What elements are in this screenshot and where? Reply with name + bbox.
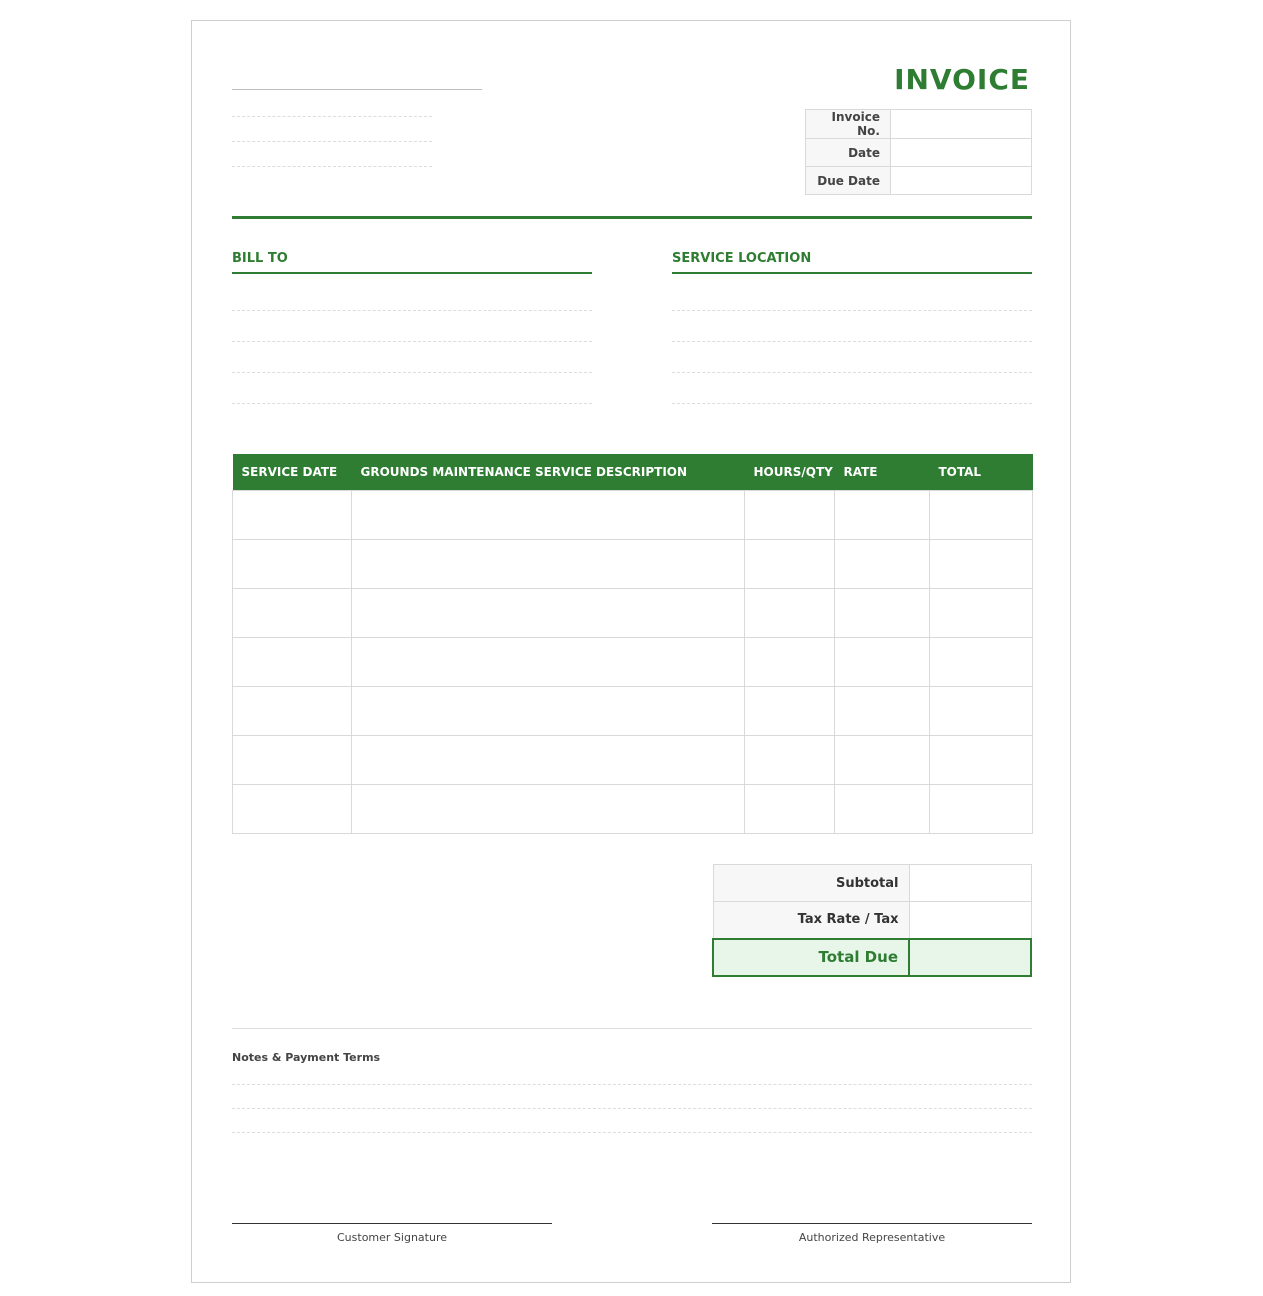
table-row (233, 637, 1033, 686)
total-cell[interactable] (930, 637, 1033, 686)
meta-label: Due Date (806, 167, 891, 195)
notes-divider (232, 1028, 1032, 1029)
rate-cell[interactable] (835, 735, 930, 784)
tax-value[interactable] (909, 902, 1031, 939)
service-date-cell[interactable] (233, 637, 352, 686)
header-divider (232, 216, 1032, 219)
service-location-line-3[interactable] (672, 372, 1032, 373)
table-row (233, 784, 1033, 833)
col-header-rate: RATE (835, 454, 930, 490)
bill-to-underline (232, 272, 592, 274)
rate-cell[interactable] (835, 784, 930, 833)
total-due-row (713, 939, 1031, 976)
customer-signature-line[interactable] (232, 1223, 552, 1224)
total-due-value[interactable] (909, 939, 1031, 976)
hours-qty-cell[interactable] (745, 588, 835, 637)
description-cell[interactable] (352, 637, 745, 686)
service-date-cell[interactable] (233, 735, 352, 784)
rate-cell[interactable] (835, 539, 930, 588)
service-date-cell[interactable] (233, 784, 352, 833)
rate-cell[interactable] (835, 490, 930, 539)
hours-qty-cell[interactable] (745, 784, 835, 833)
hours-qty-cell[interactable] (745, 490, 835, 539)
invoice-number-field[interactable] (891, 110, 1032, 139)
description-cell[interactable] (352, 784, 745, 833)
subtotal-value[interactable] (909, 865, 1031, 902)
service-location-line-2[interactable] (672, 341, 1032, 342)
service-location-line-1[interactable] (672, 310, 1032, 311)
meta-label: Invoice No. (806, 110, 891, 139)
meta-label: Date (806, 139, 891, 167)
subtotal-label: Subtotal (713, 865, 909, 902)
invoice-meta-table (805, 109, 1032, 195)
table-row (233, 490, 1033, 539)
total-cell[interactable] (930, 735, 1033, 784)
service-date-cell[interactable] (233, 588, 352, 637)
company-address-line-1[interactable] (232, 116, 432, 117)
service-location-title: SERVICE LOCATION (672, 251, 812, 266)
col-header-total: TOTAL (930, 454, 1033, 490)
service-date-cell[interactable] (233, 539, 352, 588)
total-cell[interactable] (930, 490, 1033, 539)
notes-line-1[interactable] (232, 1084, 1032, 1085)
total-cell[interactable] (930, 686, 1033, 735)
rate-cell[interactable] (835, 637, 930, 686)
total-cell[interactable] (930, 539, 1033, 588)
description-cell[interactable] (352, 686, 745, 735)
notes-line-2[interactable] (232, 1108, 1032, 1109)
table-row (233, 735, 1033, 784)
customer-signature-label: Customer Signature (337, 1231, 447, 1244)
service-location-underline (672, 272, 1032, 274)
invoice-date-field[interactable] (891, 139, 1032, 167)
service-date-cell[interactable] (233, 686, 352, 735)
description-cell[interactable] (352, 539, 745, 588)
tax-row (713, 902, 1031, 939)
table-row (233, 539, 1033, 588)
due-date-field[interactable] (891, 167, 1032, 195)
bill-to-line-1[interactable] (232, 310, 592, 311)
service-items-table (232, 454, 1033, 834)
service-date-cell[interactable] (233, 490, 352, 539)
total-due-label: Total Due (713, 939, 909, 976)
description-cell[interactable] (352, 588, 745, 637)
notes-line-3[interactable] (232, 1132, 1032, 1133)
company-address-line-3[interactable] (232, 166, 432, 167)
bill-to-line-4[interactable] (232, 403, 592, 404)
totals-table (712, 864, 1032, 977)
tax-label: Tax Rate / Tax (713, 902, 909, 939)
col-header-description: GROUNDS MAINTENANCE SERVICE DESCRIPTION (352, 454, 745, 490)
col-header-hours-qty: HOURS/QTY (745, 454, 835, 490)
service-location-line-4[interactable] (672, 403, 1032, 404)
bill-to-line-3[interactable] (232, 372, 592, 373)
invoice-page (191, 20, 1071, 1283)
representative-signature-label: Authorized Representative (798, 1231, 946, 1244)
total-cell[interactable] (930, 784, 1033, 833)
company-name-line[interactable] (232, 89, 482, 90)
notes-label: Notes & Payment Terms (232, 1051, 381, 1064)
meta-row-due-date (806, 167, 1032, 195)
hours-qty-cell[interactable] (745, 539, 835, 588)
subtotal-row (713, 865, 1031, 902)
hours-qty-cell[interactable] (745, 637, 835, 686)
company-address-line-2[interactable] (232, 141, 432, 142)
hours-qty-cell[interactable] (745, 686, 835, 735)
rate-cell[interactable] (835, 686, 930, 735)
total-cell[interactable] (930, 588, 1033, 637)
invoice-title: INVOICE (894, 63, 1030, 96)
meta-row-invoice-no (806, 110, 1032, 139)
description-cell[interactable] (352, 490, 745, 539)
bill-to-title: BILL TO (232, 251, 288, 266)
col-header-service-date: SERVICE DATE (233, 454, 352, 490)
meta-row-date (806, 139, 1032, 167)
rate-cell[interactable] (835, 588, 930, 637)
hours-qty-cell[interactable] (745, 735, 835, 784)
table-row (233, 588, 1033, 637)
description-cell[interactable] (352, 735, 745, 784)
bill-to-line-2[interactable] (232, 341, 592, 342)
representative-signature-line[interactable] (712, 1223, 1032, 1224)
items-header-row (233, 454, 1033, 490)
table-row (233, 686, 1033, 735)
